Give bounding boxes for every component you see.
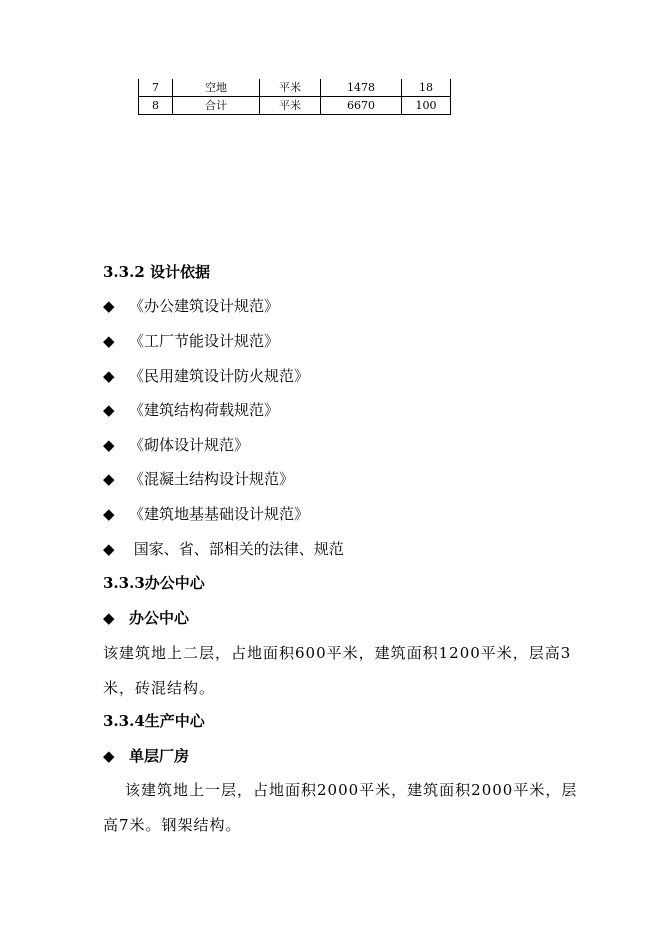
table-cell: 6670 <box>321 97 402 115</box>
list-item <box>103 400 279 420</box>
list-item-label: 《办公建筑设计规范》 <box>129 297 280 315</box>
section-heading: 3.3.4生产中心 <box>103 712 205 730</box>
diamond-bullet-icon: ◆ <box>103 297 115 315</box>
table-row <box>139 97 451 115</box>
list-item <box>103 469 294 489</box>
list-item <box>103 366 309 386</box>
diamond-bullet-icon: ◆ <box>103 747 115 765</box>
list-item-label: 国家、省、部相关的法律、规范 <box>129 540 344 558</box>
table-cell: 7 <box>139 79 173 97</box>
diamond-bullet-icon: ◆ <box>103 401 115 419</box>
list-item-label: 《砌体设计规范》 <box>129 436 250 454</box>
diamond-bullet-icon: ◆ <box>103 540 115 558</box>
diamond-bullet-icon: ◆ <box>103 470 115 488</box>
section-heading: 3.3.2 设计依据 <box>103 263 210 281</box>
table-cell: 8 <box>139 97 173 115</box>
table-cell: 平米 <box>260 79 321 97</box>
list-item <box>103 539 344 559</box>
sub-heading-label: 单层厂房 <box>129 747 190 765</box>
diamond-bullet-icon: ◆ <box>103 436 115 454</box>
table-cell: 1478 <box>321 79 402 97</box>
list-item <box>103 504 309 524</box>
table-row <box>139 79 451 97</box>
paragraph: 该建筑地上二层，占地面积600平米，建筑面积1200平米，层高3米，砖混结构。 <box>103 644 572 697</box>
list-item <box>103 435 249 455</box>
sub-heading <box>103 608 189 628</box>
sub-heading-label: 办公中心 <box>129 609 190 627</box>
sub-heading <box>103 746 189 766</box>
list-item-label: 《混凝土结构设计规范》 <box>129 470 295 488</box>
paragraph: 该建筑地上一层，占地面积2000平米，建筑面积2000平米，层高7米。钢架结构。 <box>103 781 578 834</box>
diamond-bullet-icon: ◆ <box>103 609 115 627</box>
section-heading: 3.3.3办公中心 <box>103 574 205 592</box>
table-cell: 100 <box>402 97 451 115</box>
diamond-bullet-icon: ◆ <box>103 367 115 385</box>
table-cell: 合计 <box>173 97 260 115</box>
table-cell: 平米 <box>260 97 321 115</box>
list-item <box>103 296 279 316</box>
list-item-label: 《工厂节能设计规范》 <box>129 332 280 350</box>
list-item-label: 《民用建筑设计防火规范》 <box>129 367 310 385</box>
area-table <box>138 79 451 115</box>
diamond-bullet-icon: ◆ <box>103 332 115 350</box>
list-item-label: 《建筑结构荷载规范》 <box>129 401 280 419</box>
diamond-bullet-icon: ◆ <box>103 505 115 523</box>
table-cell: 空地 <box>173 79 260 97</box>
list-item-label: 《建筑地基基础设计规范》 <box>129 505 310 523</box>
list-item <box>103 331 279 351</box>
table-cell: 18 <box>402 79 451 97</box>
